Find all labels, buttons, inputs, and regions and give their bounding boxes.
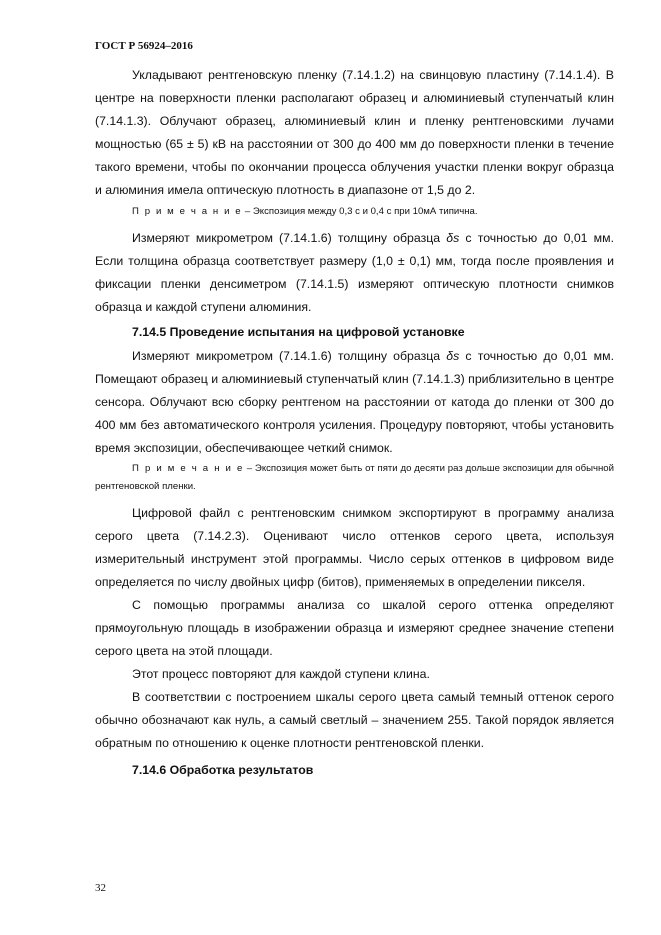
document-header: ГОСТ Р 56924–2016	[95, 40, 193, 52]
paragraph-text: с точностью до 0,01 мм. Помещают образец и алюминиевый ступенчатый клин (7.14.1.3) приблизительно в центре сенсора. Облучают всю сборку рентгеном на расстоянии от катода до пленки от 300 до 400 мм без автоматического контроля усиления. Процедуру повторяют, чтобы установить время экспозиции, обеспечивающее четкий снимок.	[95, 349, 614, 455]
page-number: 32	[95, 882, 106, 894]
paragraph-film-setup: Укладывают рентгеновскую пленку (7.14.1.2) на свинцовую пластину (7.14.1.4). В центре на поверхности пленки располагают образец и алюминиевый ступенчатый клин (7.14.1.3). Облучают образец, алюминиевый клин и пленку рентгеновскими лучами мощностью (65 ± 5) кВ на расстоянии от 300 до 400 мм до поверхности пленки в течение такого времени, чтобы по окончании процесса облучения участки пленки вокруг образца и алюминия имела оптическую плотность в диапазоне от 1,5 до 2.	[95, 68, 614, 197]
document-body	[95, 64, 614, 783]
section-heading-7-14-5: 7.14.5 Проведение испытания на цифровой установке	[132, 325, 465, 339]
note-exposure	[95, 203, 614, 221]
paragraph-digital-file: Цифровой файл с рентгеновским снимком экспортируют в программу анализа серого цвета (7.14.2.3). Оценивают число оттенков серого цвета, используя измерительный инструмент этой программы. Число серых оттенков в цифровом виде определяется по числу двойных цифр (битов), применяемых в определении пикселя.	[95, 506, 614, 589]
section-heading-7-14-6: 7.14.6 Обработка результатов	[132, 763, 314, 777]
paragraph-gray-scale: В соответствии с построением шкалы серого цвета самый темный оттенок серого обычно обозначают как нуль, а самый светлый – значением 255. Такой порядок является обратным по отношению к оценке плотности рентгеновской пленки.	[95, 690, 614, 750]
paragraph-text: Измеряют микрометром (7.14.1.6) толщину образца	[132, 349, 447, 363]
paragraph-gray-analysis: С помощью программы анализа со шкалой серого оттенка определяют прямоугольную площадь в изображении образца и измеряют среднее значение степени серого цвета на этой площади.	[95, 598, 614, 658]
paragraph-thickness-film	[95, 227, 614, 319]
note-digital-exposure	[95, 460, 614, 496]
symbol-delta-s: δs	[446, 231, 460, 245]
note-label: П р и м е ч а н и е	[132, 463, 244, 474]
paragraph-repeat: Этот процесс повторяют для каждой ступени клина.	[132, 667, 430, 681]
paragraph-thickness-digital	[95, 345, 614, 460]
note-label: П р и м е ч а н и е	[132, 206, 243, 217]
paragraph-text: Измеряют микрометром (7.14.1.6) толщину образца	[132, 231, 447, 245]
symbol-delta-s: δs	[446, 349, 460, 363]
paragraph-text: с точностью до 0,01 мм. Если толщина образца соответствует размеру (1,0 ± 0,1) мм, тогда после проявления и фиксации пленки денсиметром (7.14.1.5) измеряют оптическую плотности снимков образца и каждой ступени алюминия.	[95, 231, 614, 314]
note-text: – Экспозиция между 0,3 с и 0,4 с при 10мА типична.	[242, 206, 478, 217]
note-text: – Экспозиция может быть от пяти до десяти раз дольше экспозиции для обычной рентгеновской пленки.	[95, 463, 614, 492]
